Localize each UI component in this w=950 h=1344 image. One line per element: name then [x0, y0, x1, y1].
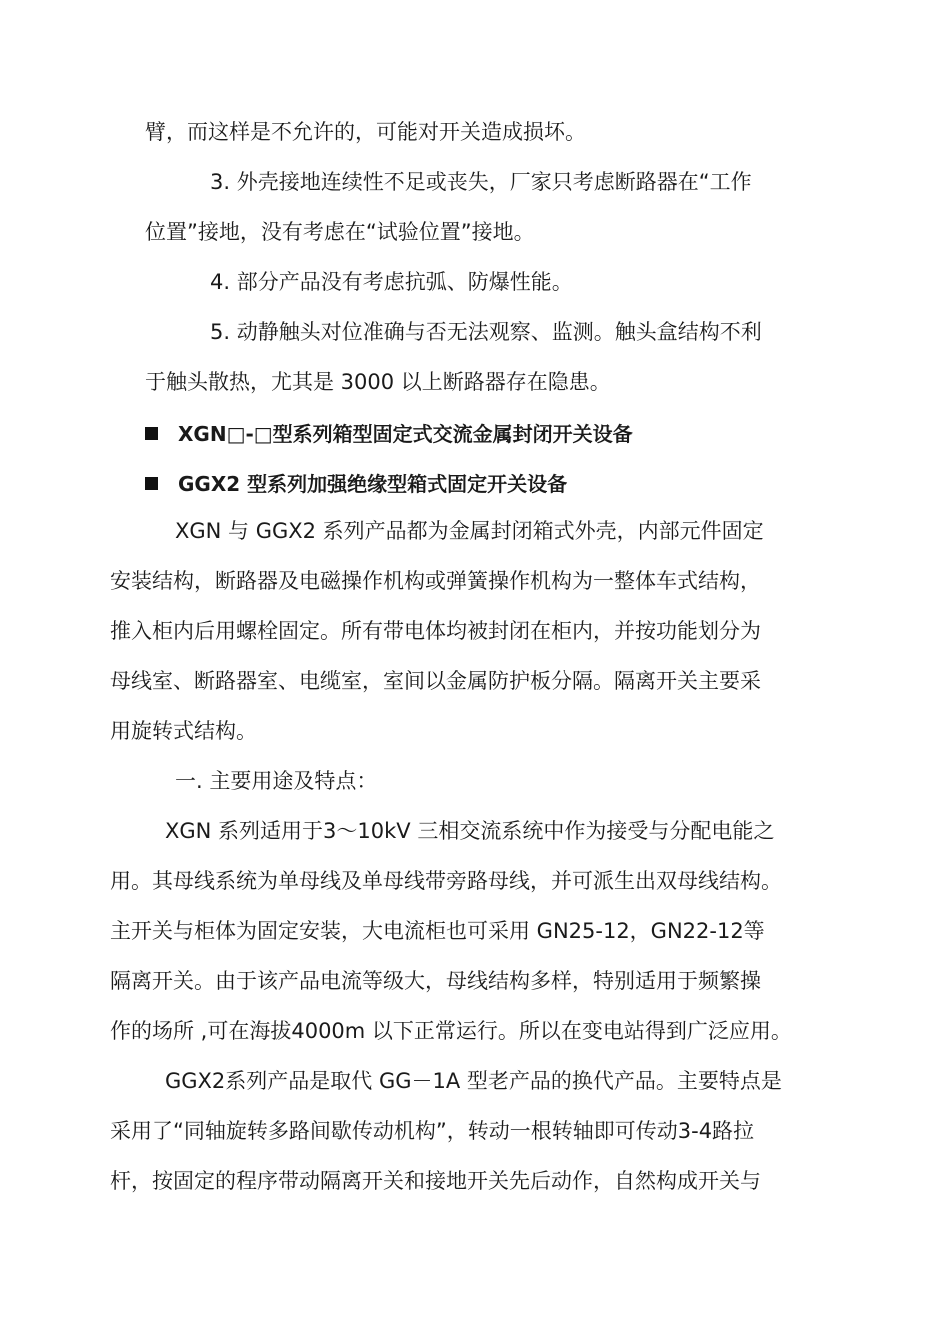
paragraph-line: GGX2系列产品是取代 GG－1A 型老产品的换代产品。主要特点是 — [165, 1069, 782, 1093]
subsection-title: 一. 主要用途及特点： — [175, 769, 378, 793]
section-heading — [145, 419, 633, 449]
paragraph-line: 臂，而这样是不允许的，可能对开关造成损坏。 — [145, 120, 586, 144]
paragraph-line: 推入柜内后用螺栓固定。所有带电体均被封闭在柜内，并按功能划分为 — [110, 619, 761, 643]
heading-text: XGN□-□型系列箱型固定式交流金属封闭开关设备 — [178, 422, 633, 446]
paragraph-line: 于触头散热，尤其是 3000 以上断路器存在隐患。 — [145, 370, 611, 394]
square-bullet-icon — [145, 477, 158, 490]
list-item-4: 4. 部分产品没有考虑抗弧、防爆性能。 — [210, 270, 573, 294]
heading-text: GGX2 型系列加强绝缘型箱式固定开关设备 — [178, 472, 568, 496]
paragraph-line: 采用了“同轴旋转多路间歇传动机构”，转动一根转轴即可传动3-4路拉 — [110, 1119, 755, 1143]
paragraph-line: XGN 与 GGX2 系列产品都为金属封闭箱式外壳，内部元件固定 — [175, 519, 764, 543]
paragraph-line: 杆，按固定的程序带动隔离开关和接地开关先后动作，自然构成开关与 — [110, 1169, 761, 1193]
paragraph-line: 安装结构，断路器及电磁操作机构或弹簧操作机构为一整体车式结构， — [110, 569, 761, 593]
paragraph-line: 母线室、断路器室、电缆室，室间以金属防护板分隔。隔离开关主要采 — [110, 669, 761, 693]
paragraph-line: 用。其母线系统为单母线及单母线带旁路母线，并可派生出双母线结构。 — [110, 869, 782, 893]
paragraph-line: 作的场所 ,可在海拔4000m 以下正常运行。所以在变电站得到广泛应用。 — [110, 1019, 792, 1043]
paragraph-line: XGN 系列适用于3～10kV 三相交流系统中作为接受与分配电能之 — [165, 819, 775, 843]
section-heading — [145, 469, 567, 499]
paragraph-line: 位置”接地，没有考虑在“试验位置”接地。 — [145, 220, 535, 244]
list-item-5: 5. 动静触头对位准确与否无法观察、监测。触头盒结构不利 — [210, 320, 762, 344]
paragraph-line: 主开关与柜体为固定安装，大电流柜也可采用 GN25-12，GN22-12等 — [110, 919, 765, 943]
list-item-3: 3. 外壳接地连续性不足或丧失，厂家只考虑断路器在“工作 — [210, 170, 752, 194]
square-bullet-icon — [145, 427, 158, 440]
paragraph-line: 用旋转式结构。 — [110, 719, 257, 743]
paragraph-line: 隔离开关。由于该产品电流等级大，母线结构多样，特别适用于频繁操 — [110, 969, 761, 993]
